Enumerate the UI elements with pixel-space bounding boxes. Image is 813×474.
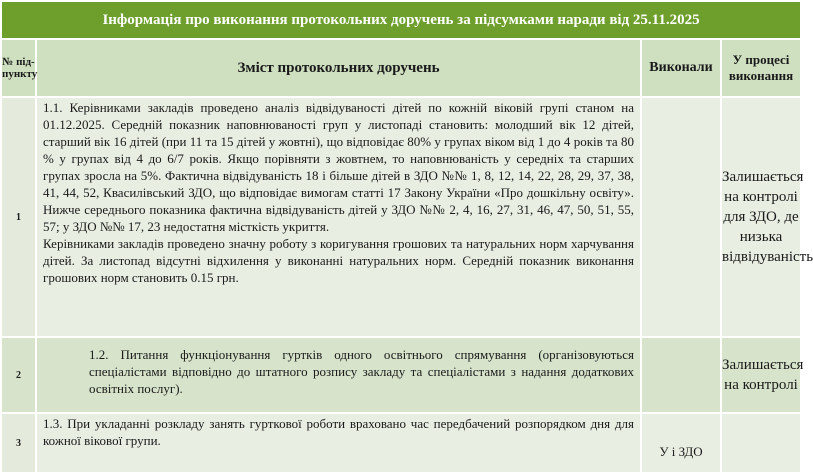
row-done xyxy=(641,337,721,413)
row-in-process: Залишається на контролі xyxy=(721,337,801,413)
column-header-in-process: У процесі виконання xyxy=(721,39,801,97)
row-content xyxy=(36,97,641,337)
row-number: 1 xyxy=(1,97,36,337)
row-content xyxy=(36,413,641,473)
column-header-done: Виконали xyxy=(641,39,721,97)
row-content-paragraph: 1.3. При укладанні розкладу занять гурткової роботи враховано час передбачений розпорядком дня для кожної вікової групи. xyxy=(43,416,634,448)
column-header-content: Зміст протокольних доручень xyxy=(36,39,641,97)
row-content-paragraph: Керівниками закладів проведено значну роботу з коригування грошових та натуральних норм харчування дітей. За листопад відсутні відхилення у виконанні натуральних норм. Середній показник виконання грошових норм становить 0.15 грн. xyxy=(43,236,634,285)
column-header-number: № під-пункту xyxy=(1,39,36,97)
row-number: 2 xyxy=(1,337,36,413)
table-row xyxy=(1,337,801,413)
row-number: 3 xyxy=(1,413,36,473)
table-title: Інформація про виконання протокольних доручень за підсумками наради від 25.11.2025 xyxy=(1,1,801,39)
table-row xyxy=(1,413,801,473)
row-content-paragraph: 1.1. Керівниками закладів проведено аналіз відвідуваності дітей по кожній віковій групі станом на 01.12.2025. Середній показник наповнюваності груп у листопаді становить: молодший вік 12 дітей, старший вік 16 дітей (при 11 та 15 дітей у жовтні), що відповідає 80% у групах віком від 1 до 4 років та 80 % у групах від 4 до 6/7 років. Якщо порівняти з жовтнем, то наповнюваність у середніх та старших групах зросла на 5%. Фактична відвідуваність 18 і більше дітей в ЗДО №№ 1, 8, 12, 14, 22, 28, 29, 37, 38, 41, 44, 52, Квасилівський ЗДО, що відповідає вимогам статті 17 Закону України «Про дошкільну освіту». Нижче середнього показника фактична відвідуваність дітей у ЗДО №№ 2, 4, 16, 27, 31, 46, 47, 50, 51, 55, 57; у ЗДО №№ 17, 23 недостатня місткість укриття. xyxy=(43,100,634,234)
table-row xyxy=(1,97,801,337)
row-done: У і ЗДО xyxy=(641,413,721,473)
row-in-process: Залишається на контролі для ЗДО, де низька відвідуваність xyxy=(721,97,801,337)
row-content xyxy=(36,337,641,413)
row-done xyxy=(641,97,721,337)
row-in-process xyxy=(721,413,801,473)
row-content-paragraph: 1.2. Питання функціонування гуртків одного освітнього спрямування (організовуються спеціалістами відповідно до штатного розпису закладу та спеціалістами з надання додаткових освітніх послуг). xyxy=(89,347,634,396)
